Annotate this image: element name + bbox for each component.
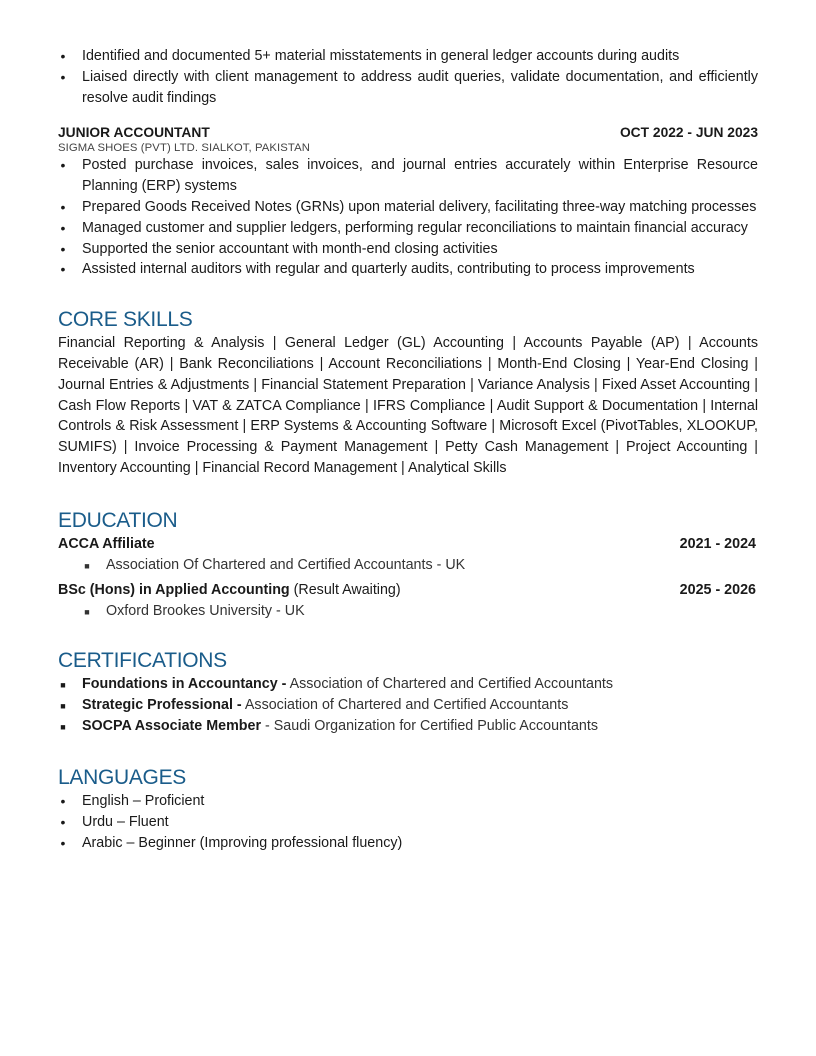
list-item: • Prepared Goods Received Notes (GRNs) upon material delivery, facilitating three-way matching processes xyxy=(58,197,758,218)
languages-heading: LANGUAGES xyxy=(58,766,187,790)
square-bullet-icon: ■ xyxy=(60,679,66,690)
list-item: • Identified and documented 5+ material misstatements in general ledger accounts during audits xyxy=(58,46,758,67)
bullet-icon: • xyxy=(60,261,66,278)
bullet-icon: • xyxy=(60,240,66,257)
bullet-icon: • xyxy=(60,157,66,174)
square-bullet-icon: ■ xyxy=(60,721,66,732)
degree-note: (Result Awaiting) xyxy=(289,582,401,599)
list-item: ■ Association Of Chartered and Certified Accountants - UK xyxy=(58,555,758,576)
languages-list xyxy=(58,791,758,853)
bullet-icon: • xyxy=(60,198,66,215)
education-row xyxy=(58,534,758,555)
education-row xyxy=(58,580,758,601)
job-company: SIGMA SHOES (PVT) LTD. SIALKOT, PAKISTAN xyxy=(58,142,310,155)
degree-dates: 2021 - 2024 xyxy=(679,535,756,552)
education-item xyxy=(58,534,758,576)
education-details xyxy=(58,601,758,622)
job-dates: OCT 2022 - JUN 2023 xyxy=(619,125,758,141)
degree-title: BSc (Hons) in Applied Accounting xyxy=(58,582,290,599)
bullet-icon: • xyxy=(60,793,66,810)
list-item: • English – Proficient xyxy=(58,791,758,812)
core-skills-text: Financial Reporting & Analysis | General Ledger (GL) Accounting | Accounts Payable (AP) | Accounts Receivable (AR) | Bank Reconciliations | Account Reconciliations | Month-End Closing | Year-End Closing | Journal Entries & Adjustments | Financial Statement Preparation | Variance Analysis | Fixed Asset Accounting | Cash Flow Reports | VAT & ZATCA Compliance | IFRS Compliance | Audit Support & Documentation | Internal Controls & Risk Assessment | ERP Systems & Accounting Software | Microsoft Excel (PivotTables, XLOOKUP, SUMIFS) | Invoice Processing & Payment Management | Petty Cash Management | Project Accounting | Inventory Accounting | Financial Record Management | Analytical Skills xyxy=(58,335,758,476)
education-heading: EDUCATION xyxy=(58,508,178,532)
square-bullet-icon: ■ xyxy=(84,607,90,618)
list-item: ■ Oxford Brookes University - UK xyxy=(58,601,758,622)
degree-dates: 2025 - 2026 xyxy=(679,582,756,599)
list-item: ■ SOCPA Associate Member - Saudi Organization for Certified Public Accountants xyxy=(58,716,758,737)
previous-job-bullets xyxy=(58,46,758,108)
education-details xyxy=(58,555,758,576)
list-item: • Supported the senior accountant with month-end closing activities xyxy=(58,239,758,260)
job-header xyxy=(58,125,758,140)
list-item: • Managed customer and supplier ledgers, performing regular reconciliations to maintain financial accuracy xyxy=(58,218,758,239)
bullet-icon: • xyxy=(60,68,66,85)
education-item xyxy=(58,580,758,622)
certifications-list xyxy=(58,674,758,736)
list-item: • Liaised directly with client management to address audit queries, validate documentation, and efficiently resolve audit findings xyxy=(58,67,758,109)
job-title: JUNIOR ACCOUNTANT xyxy=(58,125,210,141)
bullet-icon: • xyxy=(60,219,66,236)
degree-title: ACCA Affiliate xyxy=(58,535,155,552)
job-bullets xyxy=(58,155,758,280)
list-item: • Assisted internal auditors with regular and quarterly audits, contributing to process improvements xyxy=(58,259,758,280)
list-item: • Urdu – Fluent xyxy=(58,812,758,833)
bullet-icon: • xyxy=(60,48,66,64)
list-item: ■ Foundations in Accountancy - Association of Chartered and Certified Accountants xyxy=(58,674,758,695)
bullet-icon: • xyxy=(60,834,66,851)
certifications-heading: CERTIFICATIONS xyxy=(58,648,227,672)
list-item: • Arabic – Beginner (Improving professional fluency) xyxy=(58,833,758,854)
resume-page xyxy=(58,46,758,854)
square-bullet-icon: ■ xyxy=(84,560,90,571)
bullet-icon: • xyxy=(60,814,66,831)
core-skills-heading: CORE SKILLS xyxy=(58,308,193,332)
square-bullet-icon: ■ xyxy=(60,700,66,711)
list-item: ■ Strategic Professional - Association of Chartered and Certified Accountants xyxy=(58,695,758,716)
list-item: • Posted purchase invoices, sales invoices, and journal entries accurately within Enterprise Resource Planning (ERP) systems xyxy=(58,155,758,197)
